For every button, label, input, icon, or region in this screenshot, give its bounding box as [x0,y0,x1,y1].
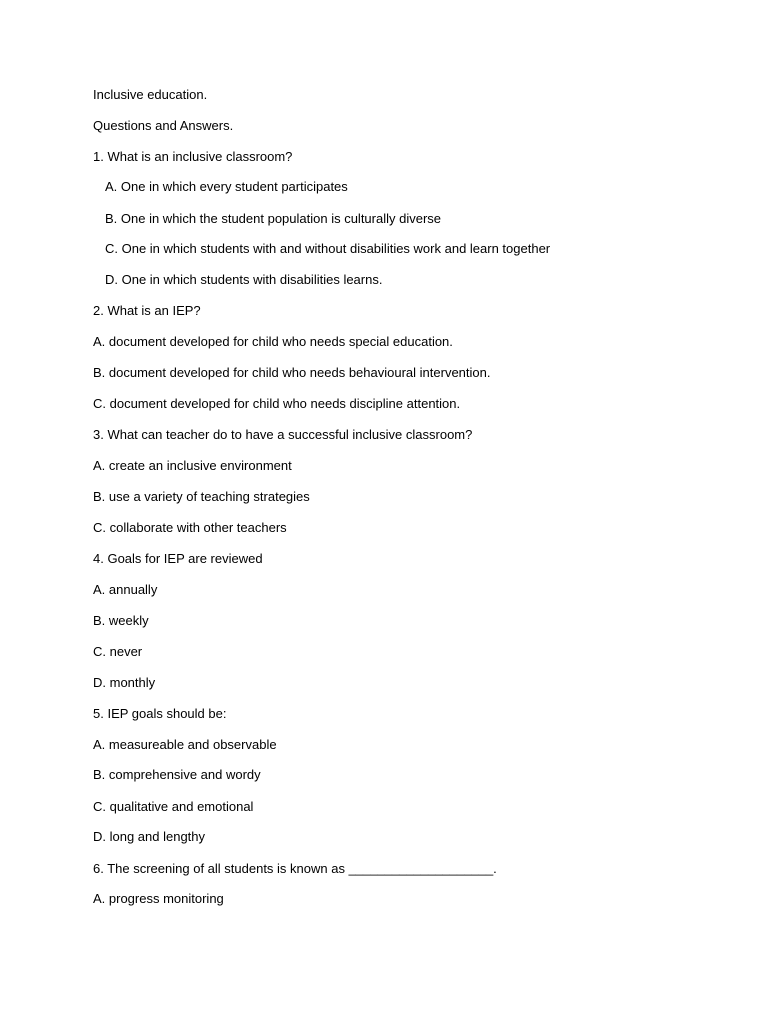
question-2: 2. What is an IEP? [93,303,201,318]
question-4-option-c: C. never [93,644,143,659]
question-4-option-d: D. monthly [93,675,156,690]
question-5-option-d: D. long and lengthy [93,829,206,844]
question-6-option-a: A. progress monitoring [93,891,224,906]
document-title: Inclusive education. [93,87,208,102]
question-4-option-a: A. annually [93,582,158,597]
question-6: 6. The screening of all students is known as ____________________. [93,861,497,876]
question-1: 1. What is an inclusive classroom? [93,149,293,164]
document-subtitle: Questions and Answers. [93,118,234,133]
question-5: 5. IEP goals should be: [93,706,227,721]
question-5-option-c: C. qualitative and emotional [93,799,254,814]
question-2-option-b: B. document developed for child who needs behavioural intervention. [93,365,491,380]
question-3-option-b: B. use a variety of teaching strategies [93,489,310,504]
question-1-option-c: C. One in which students with and without disabilities work and learn together [105,241,551,256]
question-2-option-c: C. document developed for child who needs discipline attention. [93,396,461,411]
question-1-option-a: A. One in which every student participates [105,179,348,194]
question-4-option-b: B. weekly [93,613,149,628]
question-3: 3. What can teacher do to have a successful inclusive classroom? [93,427,473,442]
question-1-option-d: D. One in which students with disabilities learns. [105,272,383,287]
question-3-option-c: C. collaborate with other teachers [93,520,287,535]
question-1-option-b: B. One in which the student population is culturally diverse [105,211,442,226]
question-4: 4. Goals for IEP are reviewed [93,551,263,566]
question-2-option-a: A. document developed for child who needs special education. [93,334,453,349]
question-3-option-a: A. create an inclusive environment [93,458,292,473]
question-5-option-a: A. measureable and observable [93,737,277,752]
question-5-option-b: B. comprehensive and wordy [93,767,261,782]
